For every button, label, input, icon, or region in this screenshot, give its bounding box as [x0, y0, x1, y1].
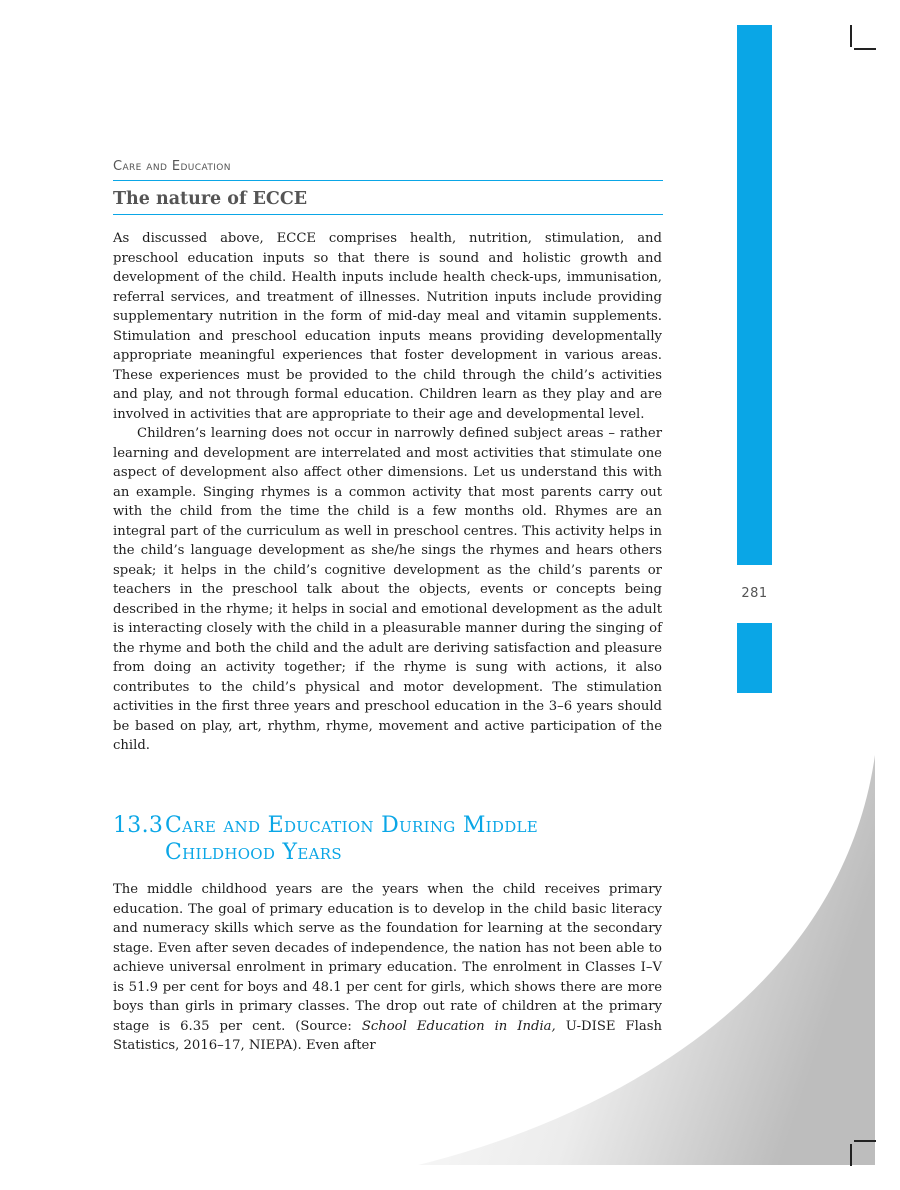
margin-color-bar — [737, 623, 772, 693]
section-body — [113, 229, 662, 756]
margin-color-bar — [737, 25, 772, 565]
chapter-section-heading — [113, 812, 673, 866]
page-number: 281 — [741, 586, 768, 601]
source-title: School Education in India, — [361, 1018, 556, 1034]
section-number: 13.3 — [113, 813, 164, 838]
section-heading: The nature of ECCE — [113, 189, 308, 209]
divider — [113, 180, 663, 181]
section-title: Childhood Years — [165, 840, 342, 865]
paragraph: The middle childhood years are the years when the child receives primary education. The goal of primary education is to develop in the child basic literacy and numeracy skills which serve as the foundation for learning at the secondary stage. Even after seven decades of independence, the nation has not been able to achieve universal enrolment in primary education. The enrolment in Classes I–V is 51.9 per cent for boys and 48.1 per cent for girls, which shows there are more boys than girls in primary classes. The drop out rate of children at the primary stage is 6.35 per cent. (Source: School Education in India, U-DISE Flash Statistics, 2016–17, NIEPA). Even after — [113, 882, 662, 1053]
paragraph: Children’s learning does not occur in narrowly defined subject areas – rather learning and development are interrelated and most activities that stimulate one aspect of development also affect other dimensions. Let us understand this with an example. Singing rhymes is a common activity that most parents carry out with the child from the time the child is a few months old. Rhymes are an integral part of the curriculum as well in preschool centres. This activity helps in the child’s language development as she/he sings the rhymes and hears others speak; it helps in the child’s cognitive development as the child’s parents or teachers in the preschool talk about the objects, events or concepts being described in the rhyme; it helps in social and emotional development as the adult is interacting closely with the child in a pleasurable manner during the singing of the rhyme and both the child and the adult are deriving satisfaction and pleasure from doing an activity together; if the rhyme is sung with actions, it also contributes to the child’s physical and motor development. The stimulation activities in the first three years and preschool education in the 3–6 years should be based on play, art, rhythm, rhyme, movement and active participation of the child. — [113, 426, 662, 753]
running-head: Care and Education — [113, 159, 231, 174]
crop-mark-top — [854, 48, 876, 50]
crop-mark-top — [850, 25, 852, 47]
chapter-section-body — [113, 880, 662, 1056]
paragraph: As discussed above, ECCE comprises health, nutrition, stimulation, and preschool education inputs so that there is sound and holistic growth and development of the child. Health inputs include health check-ups, immunisation, referral services, and treatment of illnesses. Nutrition inputs include providing supplementary nutrition in the form of mid-day meal and vitamin supplements. Stimulation and preschool education inputs means providing developmentally appropriate meaningful experiences that foster development in various areas. These experiences must be provided to the child through the child’s activities and play, and not through formal education. Children learn as they play and are involved in activities that are appropriate to their age and developmental level. — [113, 231, 662, 422]
crop-mark-bottom — [850, 1144, 852, 1166]
divider — [113, 214, 663, 215]
section-title: Care and Education During Middle — [165, 813, 539, 838]
crop-mark-bottom — [854, 1140, 876, 1142]
